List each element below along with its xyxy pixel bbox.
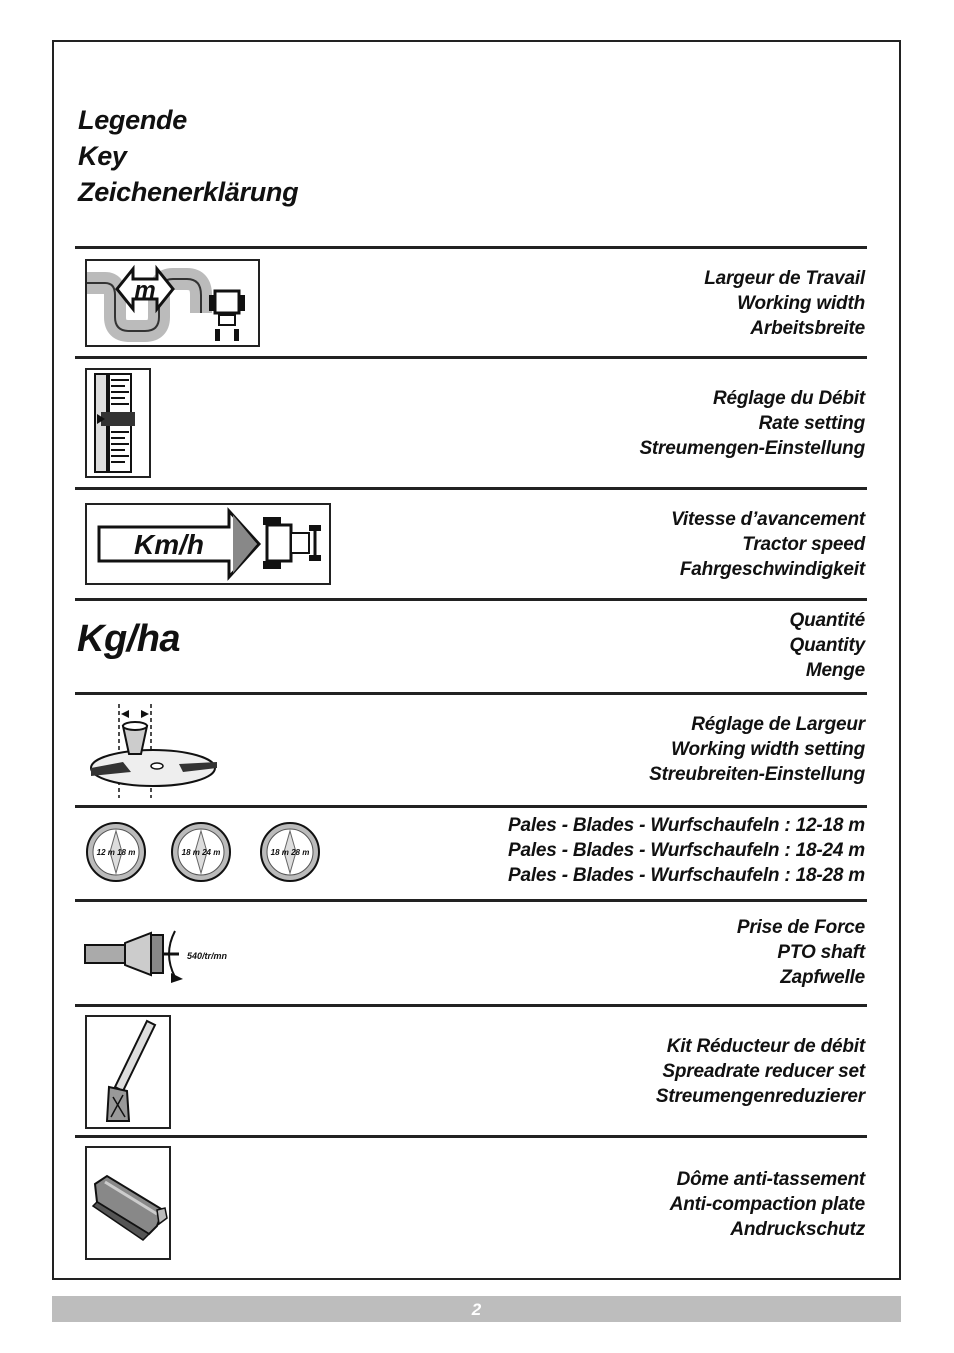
legend-row-quantity: [75, 602, 867, 692]
divider: [75, 246, 867, 249]
divider: [75, 356, 867, 359]
width-m-label: m: [134, 277, 156, 304]
legend-row-working-width: [75, 250, 867, 356]
divider: [75, 899, 867, 902]
legend-row-anti-compaction: [75, 1139, 867, 1269]
disc-label: 12 m 18 m: [96, 848, 136, 857]
anti-compaction-plate-icon: [85, 1146, 171, 1260]
legend-row-width-setting: [75, 696, 867, 805]
legend-row-rate-setting: [75, 360, 867, 487]
label-en: Tractor speed: [742, 534, 865, 555]
pto-speed-label: 540/tr/mn: [187, 951, 228, 961]
label-de: Arbeitsbreite: [750, 318, 865, 339]
reducer-kit-icon: [85, 1015, 171, 1129]
divider: [75, 805, 867, 808]
divider: [75, 1004, 867, 1007]
label-de: Menge: [805, 660, 865, 681]
kmh-label: Km/h: [134, 529, 204, 560]
legend-row-tractor-speed: [75, 491, 867, 598]
label-blades-12-18: Pales - Blades - Wurfschaufeln : 12-18 m: [508, 815, 865, 836]
divider: [75, 487, 867, 490]
pto-shaft-icon: [83, 921, 263, 989]
working-width-icon: [85, 259, 260, 347]
spread-width-setting-icon: [83, 702, 233, 802]
label-blades-18-28: Pales - Blades - Wurfschaufeln : 18-28 m: [508, 865, 865, 886]
label-de: Fahrgeschwindigkeit: [679, 559, 865, 580]
label-en: Working width: [737, 293, 865, 314]
page-footer-bar: [52, 1296, 901, 1322]
legend-row-pto-shaft: [75, 903, 867, 1004]
heading-line: Key: [78, 141, 127, 171]
label-en: PTO shaft: [777, 942, 865, 963]
label-de: Streumengenreduzierer: [655, 1086, 865, 1107]
label-de: Streubreiten-Einstellung: [649, 764, 865, 785]
kg-ha-symbol: Kg/ha: [77, 618, 181, 660]
rate-setting-icon: [85, 368, 151, 478]
tractor-speed-icon: [85, 503, 331, 585]
label-fr: Kit Réducteur de débit: [666, 1036, 865, 1057]
heading-line: Legende: [78, 105, 187, 135]
label-en: Rate setting: [758, 413, 865, 434]
blade-disc-icon: [170, 821, 232, 883]
label-de: Andruckschutz: [730, 1219, 865, 1240]
disc-label: 18 m 24 m: [181, 848, 221, 857]
divider: [75, 1135, 867, 1138]
label-blades-18-24: Pales - Blades - Wurfschaufeln : 18-24 m: [508, 840, 865, 861]
label-en: Quantity: [789, 635, 865, 656]
legend-heading: [78, 102, 298, 210]
legend-row-reducer-kit: [75, 1008, 867, 1135]
label-de: Zapfwelle: [780, 967, 865, 988]
disc-label: 18 m 28 m: [270, 848, 310, 857]
blade-disc-icon: [259, 821, 321, 883]
heading-line: Zeichenerklärung: [78, 177, 299, 207]
divider: [75, 692, 867, 695]
label-de: Streumengen-Einstellung: [639, 438, 865, 459]
label-fr: Quantité: [789, 610, 865, 631]
label-fr: Prise de Force: [736, 917, 865, 938]
label-fr: Vitesse d’avancement: [671, 509, 865, 530]
label-fr: Dôme anti-tassement: [676, 1169, 865, 1190]
label-en: Spreadrate reducer set: [662, 1061, 865, 1082]
label-en: Anti-compaction plate: [669, 1194, 865, 1215]
legend-row-blades: [75, 809, 867, 899]
divider: [75, 598, 867, 601]
label-fr: Largeur de Travail: [704, 268, 865, 289]
page-number: 2: [471, 1300, 482, 1319]
label-fr: Réglage du Débit: [713, 388, 865, 409]
label-fr: Réglage de Largeur: [691, 714, 865, 735]
blade-disc-icon: [85, 821, 147, 883]
label-en: Working width setting: [671, 739, 865, 760]
